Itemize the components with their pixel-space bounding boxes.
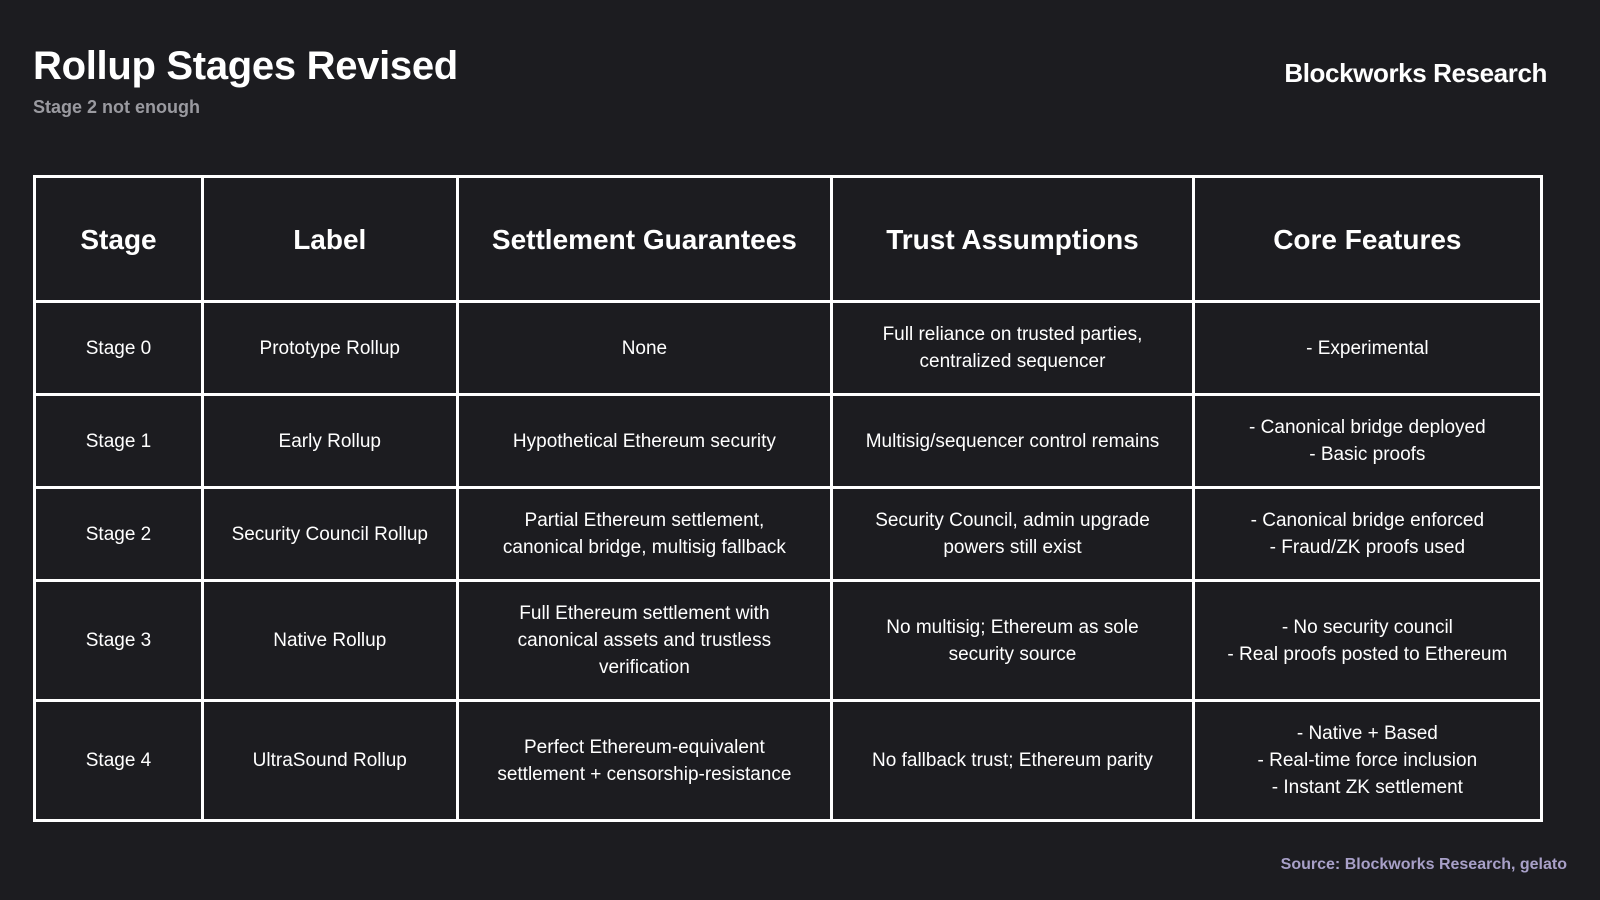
column-header-settlement: Settlement Guarantees <box>457 177 832 302</box>
table-row <box>35 302 1542 395</box>
cell-settlement <box>457 488 832 581</box>
column-header-label: Label <box>203 177 458 302</box>
cell-settlement-line: Full Ethereum settlement with <box>519 603 770 624</box>
cell-stage: Stage 0 <box>35 302 203 395</box>
rollup-stages-table-container <box>33 175 1543 822</box>
column-header-trust: Trust Assumptions <box>832 177 1193 302</box>
cell-features-line: - Basic proofs <box>1309 444 1426 465</box>
cell-settlement-line: canonical assets and trustless <box>517 630 772 651</box>
table-row <box>35 701 1542 821</box>
cell-features <box>1193 302 1541 395</box>
page-subtitle: Stage 2 not enough <box>33 97 201 117</box>
rollup-stages-table <box>33 175 1543 822</box>
cell-trust-line: No multisig; Ethereum as sole <box>886 616 1139 638</box>
cell-trust-line: No fallback trust; Ethereum parity <box>872 750 1153 771</box>
cell-trust <box>832 395 1193 488</box>
cell-features <box>1193 395 1541 488</box>
cell-stage: Stage 4 <box>35 701 203 821</box>
cell-label: Native Rollup <box>203 581 458 701</box>
cell-settlement-line: canonical bridge, multisig fallback <box>502 537 786 558</box>
cell-trust-line: security source <box>948 643 1077 665</box>
table-body <box>35 302 1542 821</box>
cell-features <box>1193 581 1541 701</box>
page-title: Rollup Stages Revised <box>33 44 458 88</box>
cell-features-line: - Real proofs posted to Ethereum <box>1227 643 1508 665</box>
cell-features-line: - No security council <box>1281 616 1453 638</box>
table-header-row <box>35 177 1542 302</box>
cell-features-line: - Real-time force inclusion <box>1257 750 1478 771</box>
cell-settlement-line: Perfect Ethereum-equivalent <box>524 736 765 758</box>
cell-settlement <box>457 302 832 395</box>
table-row <box>35 581 1542 701</box>
column-header-stage: Stage <box>35 177 203 302</box>
cell-trust <box>832 488 1193 581</box>
cell-trust <box>832 581 1193 701</box>
cell-trust <box>832 302 1193 395</box>
column-header-features: Core Features <box>1193 177 1541 302</box>
cell-settlement <box>457 395 832 488</box>
table-row <box>35 488 1542 581</box>
cell-label: UltraSound Rollup <box>203 701 458 821</box>
cell-stage: Stage 3 <box>35 581 203 701</box>
cell-label: Security Council Rollup <box>203 488 458 581</box>
cell-features-line: - Native + Based <box>1296 723 1438 744</box>
cell-features <box>1193 701 1541 821</box>
source-note: Source: Blockworks Research, gelato <box>1280 856 1567 873</box>
cell-settlement-line: verification <box>598 657 690 678</box>
cell-stage: Stage 2 <box>35 488 203 581</box>
table-row <box>35 395 1542 488</box>
cell-features <box>1193 488 1541 581</box>
cell-features-line: - Instant ZK settlement <box>1271 777 1463 798</box>
cell-trust-line: powers still exist <box>943 537 1082 558</box>
cell-settlement <box>457 701 832 821</box>
brand-logo-text: Blockworks Research <box>1284 58 1547 88</box>
cell-trust-line: Security Council, admin upgrade <box>875 510 1150 531</box>
cell-trust <box>832 701 1193 821</box>
cell-label: Prototype Rollup <box>203 302 458 395</box>
cell-trust-line: Full reliance on trusted parties, <box>882 324 1143 345</box>
cell-stage: Stage 1 <box>35 395 203 488</box>
cell-settlement <box>457 581 832 701</box>
cell-label: Early Rollup <box>203 395 458 488</box>
cell-settlement-line: Partial Ethereum settlement, <box>524 510 765 531</box>
cell-features-line: - Experimental <box>1306 337 1429 359</box>
cell-features-line: - Fraud/ZK proofs used <box>1269 537 1466 558</box>
cell-trust-line: centralized sequencer <box>919 351 1106 372</box>
cell-settlement-line: Hypothetical Ethereum security <box>512 430 776 452</box>
cell-features-line: - Canonical bridge enforced <box>1250 510 1485 531</box>
cell-features-line: - Canonical bridge deployed <box>1249 417 1486 438</box>
cell-settlement-line: settlement + censorship-resistance <box>497 763 792 785</box>
cell-settlement-line: None <box>621 337 668 359</box>
cell-trust-line: Multisig/sequencer control remains <box>865 430 1160 452</box>
